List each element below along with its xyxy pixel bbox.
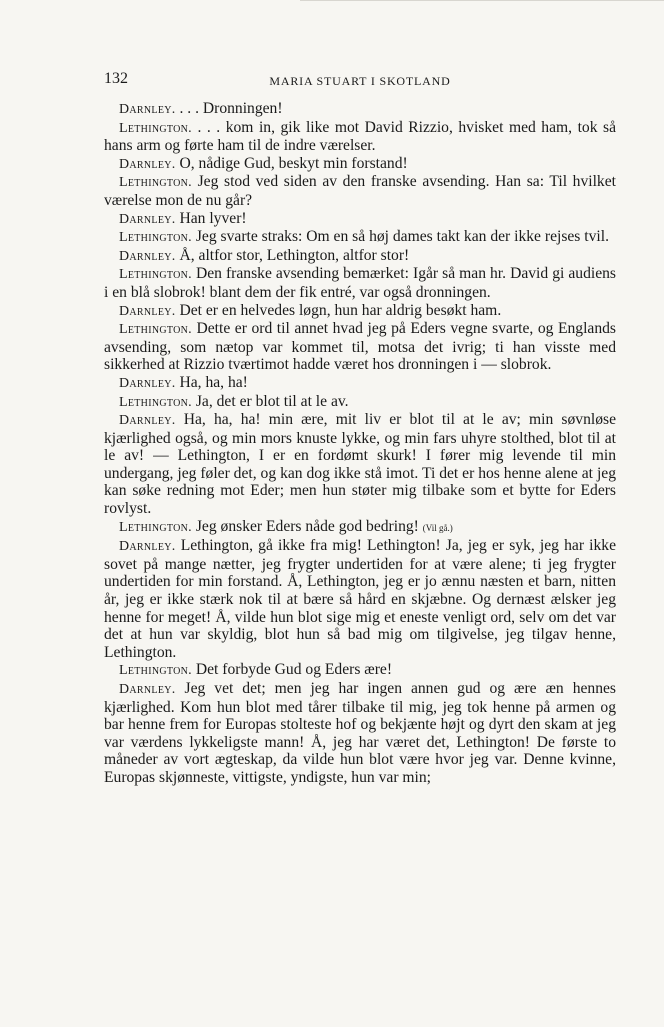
dialogue-line <box>104 680 616 787</box>
speech-text: . . . Dronningen! <box>179 100 283 117</box>
dialogue-line <box>104 228 616 247</box>
speaker-name: Lethington. <box>119 663 192 679</box>
speech-text: Jeg vet det; men jeg har ingen annen gud og ære æn hennes kjærlighed. Kom hun blot med tårer tilbake til mig, jeg tok henne på armen og bar henne frem for Europas stolteste hof og bekjænte højt og dyrt den skam at jeg var værdens lykkeligste mann! Å, jeg har været det, Lethington! De første to måneder av vort ægteskap, da vilde hun blot være hvor jeg var. Denne kvinne, Europas skjønneste, vittigste, yndigste, hun var min; <box>104 680 616 786</box>
speaker-name: Lethington. <box>119 230 192 246</box>
speech-text: Ha, ha, ha! <box>179 373 248 391</box>
speaker-name: Darnley. <box>119 375 176 391</box>
speech-text: Ja, det er blot til at le av. <box>195 392 349 410</box>
speaker-name: Lethington. <box>119 519 192 535</box>
dialogue-line <box>104 173 616 209</box>
speaker-name: Darnley. <box>119 682 176 697</box>
running-title: MARIA STUART I SKOTLAND <box>269 74 451 88</box>
page-number: 132 <box>104 70 128 87</box>
speaker-name: Darnley. <box>119 102 176 117</box>
dialogue-line <box>104 374 616 393</box>
dialogue-line <box>104 247 616 266</box>
dialogue-line <box>104 210 616 229</box>
dialogue-line <box>104 518 616 538</box>
dialogue-line <box>104 537 616 661</box>
speech-text: Det er en helvedes løgn, hun har aldrig besøkt ham. <box>179 301 502 319</box>
dialogue-line <box>104 661 616 680</box>
dialogue-line <box>104 302 616 321</box>
top-edge-line <box>300 0 664 1</box>
speaker-name: Darnley. <box>119 156 176 172</box>
dialogue-line <box>104 393 616 412</box>
speech-text: Det forbyde Gud og Eders ære! <box>195 661 393 679</box>
speaker-name: Darnley. <box>119 211 176 227</box>
speech-text: Jeg svarte straks: Om en så høj dames takt kan der ikke rejses tvil. <box>195 228 609 246</box>
speaker-name: Lethington. <box>119 267 192 283</box>
speaker-name: Lethington. <box>119 120 192 136</box>
speech-text: Han lyver! <box>179 209 247 227</box>
speech-text: Jeg stod ved siden av den franske avsending. Han sa: Til hvilket værelse mon de nu går? <box>104 173 616 209</box>
speaker-name: Lethington. <box>119 175 192 191</box>
speaker-name: Darnley. <box>119 539 176 555</box>
speech-text: . . . kom in, gik like mot David Rizzio, hvisket med ham, tok så hans arm og førte ham til de indre værelser. <box>104 118 617 155</box>
speaker-name: Darnley. <box>119 413 176 429</box>
dialogue-line <box>104 411 616 518</box>
dialogue-line <box>104 119 616 155</box>
speaker-name: Lethington. <box>119 322 192 338</box>
speech-text: O, nådige Gud, beskyt min forstand! <box>179 154 408 172</box>
speech-text: Jeg ønsker Eders nåde god bedring! <box>195 517 419 535</box>
speech-text: Å, altfor stor, Lethington, altfor stor! <box>179 246 410 264</box>
speech-text: Den franske avsending bemærket: Igår så man hr. David gi audiens i en blå slobrok! blant dem der fik entré, var også dronningen. <box>104 265 616 301</box>
dialogue-line <box>104 100 616 119</box>
dialogue-text <box>104 100 616 787</box>
speaker-name: Lethington. <box>119 394 192 410</box>
dialogue-line <box>104 265 616 301</box>
speaker-name: Darnley. <box>119 303 176 319</box>
speech-text: Ha, ha, ha! min ære, mit liv er blot til at le av; min søvnløse kjærlighed også, og min mors knuste lykke, og min fars uhyre stolthed, blot til at le av! — Lethington, I er en fordømt skurk! I fører mig levende til min undergang, jeg føler det, og kan dog ikke stå imot. Ti det er hos henne alene at jeg kan søke redning mot Eder; men hun støter mig tilbake som et bytte for Eders rovlyst. <box>104 411 616 518</box>
speech-text: Lethington, gå ikke fra mig! Lethington! Ja, jeg er syk, jeg har ikke sovet på mange nætter, jeg frygter undertiden for at være alene; ti jeg frygter undertiden for min forstand. Å, Lethington, jeg er jo ænnu næsten et barn, nitten år, jeg er ikke stærk nok til at bære så hård en skjæbne. Og dernæst ælsker jeg henne for meget! Å, vilde hun blot sige mig et eneste venligt ord, selv om det var det at hun var skyldig, blot hun så bad mig om tilgivelse, jeg tilgav henne, Lethington. <box>104 537 616 661</box>
speaker-name: Darnley. <box>119 248 176 264</box>
speech-text: Dette er ord til annet hvad jeg på Eders vegne svarte, og Englands avsending, som nætop var kommet til, motsa det ivrig; ti han visste med sikkerhed at Rizzio tværtimot hadde været hos dronningen i — slobrok. <box>104 320 616 374</box>
dialogue-line <box>104 155 616 174</box>
dialogue-line <box>104 320 616 374</box>
book-page <box>104 70 616 787</box>
page-header <box>104 70 616 96</box>
stage-direction: (Vil gå.) <box>422 522 453 533</box>
